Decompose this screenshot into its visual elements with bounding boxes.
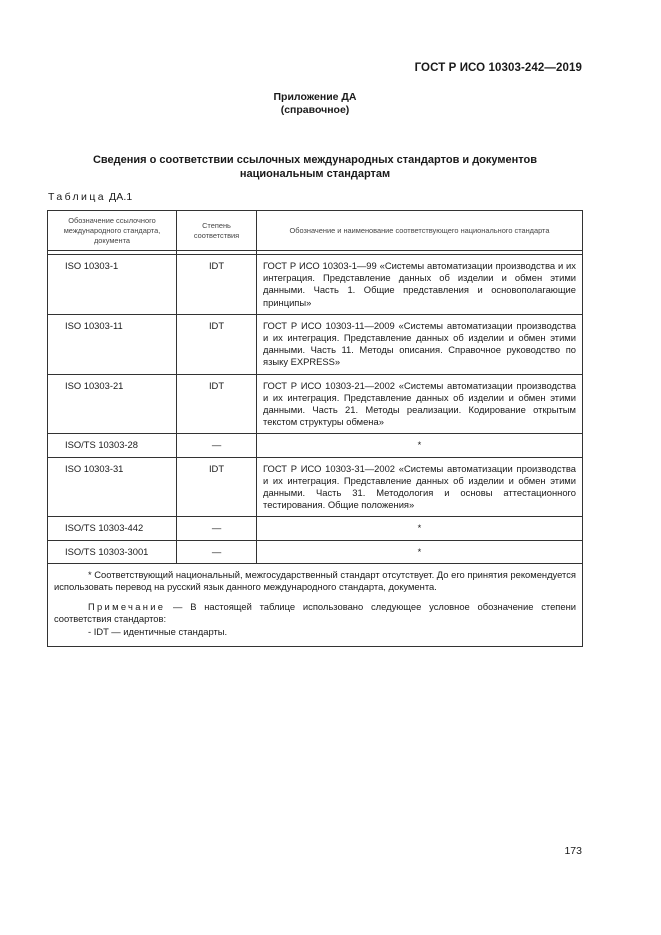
table-footnote: * Соответствующий национальный, межгосударственный стандарт отсутствует. До его принятия рекомендуется использовать перевод на русский язык данного международного стандарта, документа. (54, 568, 576, 593)
annex-subtitle: (справочное) (280, 104, 350, 116)
national-standard-cell: * (257, 517, 583, 540)
table-caption-number: ДА.1 (109, 191, 133, 203)
table-row (48, 540, 583, 563)
national-standard-cell: ГОСТ Р ИСО 10303-11—2009 «Системы автоматизации производства и их интеграция. Представление данных об изделии и обмен этими данными. Часть 11. Методы описания. Справочное руководство по языку EXPRESS» (257, 314, 583, 374)
column-header-international-standard: Обозначение ссылочного международного стандарта, документа (48, 211, 177, 251)
page-number: 173 (564, 845, 582, 857)
degree-cell: IDT (177, 314, 257, 374)
table-row (48, 434, 583, 457)
table-note-text: — В настоящей таблице использовано следующее условное обозначение степени соответствия стандартов: (54, 601, 576, 625)
table-row (48, 255, 583, 315)
national-standard-cell: ГОСТ Р ИСО 10303-21—2002 «Системы автоматизации производства и их интеграция. Представление данных об изделии и обмен этими данными. Часть 21. Методы реализации. Кодирование открытым текстом структуры обмена» (257, 374, 583, 434)
table-footnote-cell (48, 563, 583, 646)
degree-cell: IDT (177, 374, 257, 434)
document-title-line-2: национальным стандартам (239, 168, 391, 180)
degree-cell: — (177, 517, 257, 540)
table-row (48, 314, 583, 374)
column-header-national-standard: Обозначение и наименование соответствующего национального стандарта (257, 211, 583, 251)
international-standard-cell: ISO 10303-11 (48, 314, 177, 374)
international-standard-cell: ISO 10303-1 (48, 255, 177, 315)
degree-cell: — (177, 540, 257, 563)
international-standard-cell: ISO 10303-21 (48, 374, 177, 434)
national-standard-cell: * (257, 540, 583, 563)
table-footnote-row (48, 563, 583, 646)
correspondence-table (47, 210, 583, 647)
national-standard-cell: ГОСТ Р ИСО 10303-1—99 «Системы автоматизации производства и их интеграция. Представление данных об изделии и обмен этими данными. Часть 1. Общие представления и основополагающие принципы» (257, 255, 583, 315)
table-caption-prefix: Таблица (48, 191, 106, 203)
international-standard-cell: ISO/TS 10303-3001 (48, 540, 177, 563)
national-standard-cell: ГОСТ Р ИСО 10303-31—2002 «Системы автоматизации производства и их интеграция. Представление данных об изделии и обмен этими данными. Часть 31. Методология и основы аттестационного тестирования. Общие положения» (257, 457, 583, 517)
degree-cell: — (177, 434, 257, 457)
table-note-label: Примечание (88, 601, 166, 613)
annex-title: Приложение ДА (273, 91, 357, 103)
international-standard-cell: ISO/TS 10303-442 (48, 517, 177, 540)
table-header-row (48, 211, 583, 251)
degree-cell: IDT (177, 457, 257, 517)
table-note (54, 601, 576, 625)
table-caption (48, 191, 132, 203)
table-row (48, 517, 583, 540)
column-header-degree: Степень соответствия (177, 211, 257, 251)
table-note-item: - IDT — идентичные стандарты. (88, 625, 228, 637)
document-title (48, 153, 582, 181)
table-row (48, 374, 583, 434)
degree-cell: IDT (177, 255, 257, 315)
international-standard-cell: ISO 10303-31 (48, 457, 177, 517)
national-standard-cell: * (257, 434, 583, 457)
annex-heading (0, 91, 630, 117)
document-title-line-1: Сведения о соответствии ссылочных международных стандартов и документов (92, 154, 538, 166)
document-standard-id: ГОСТ Р ИСО 10303-242—2019 (414, 62, 582, 74)
table-row (48, 457, 583, 517)
international-standard-cell: ISO/TS 10303-28 (48, 434, 177, 457)
